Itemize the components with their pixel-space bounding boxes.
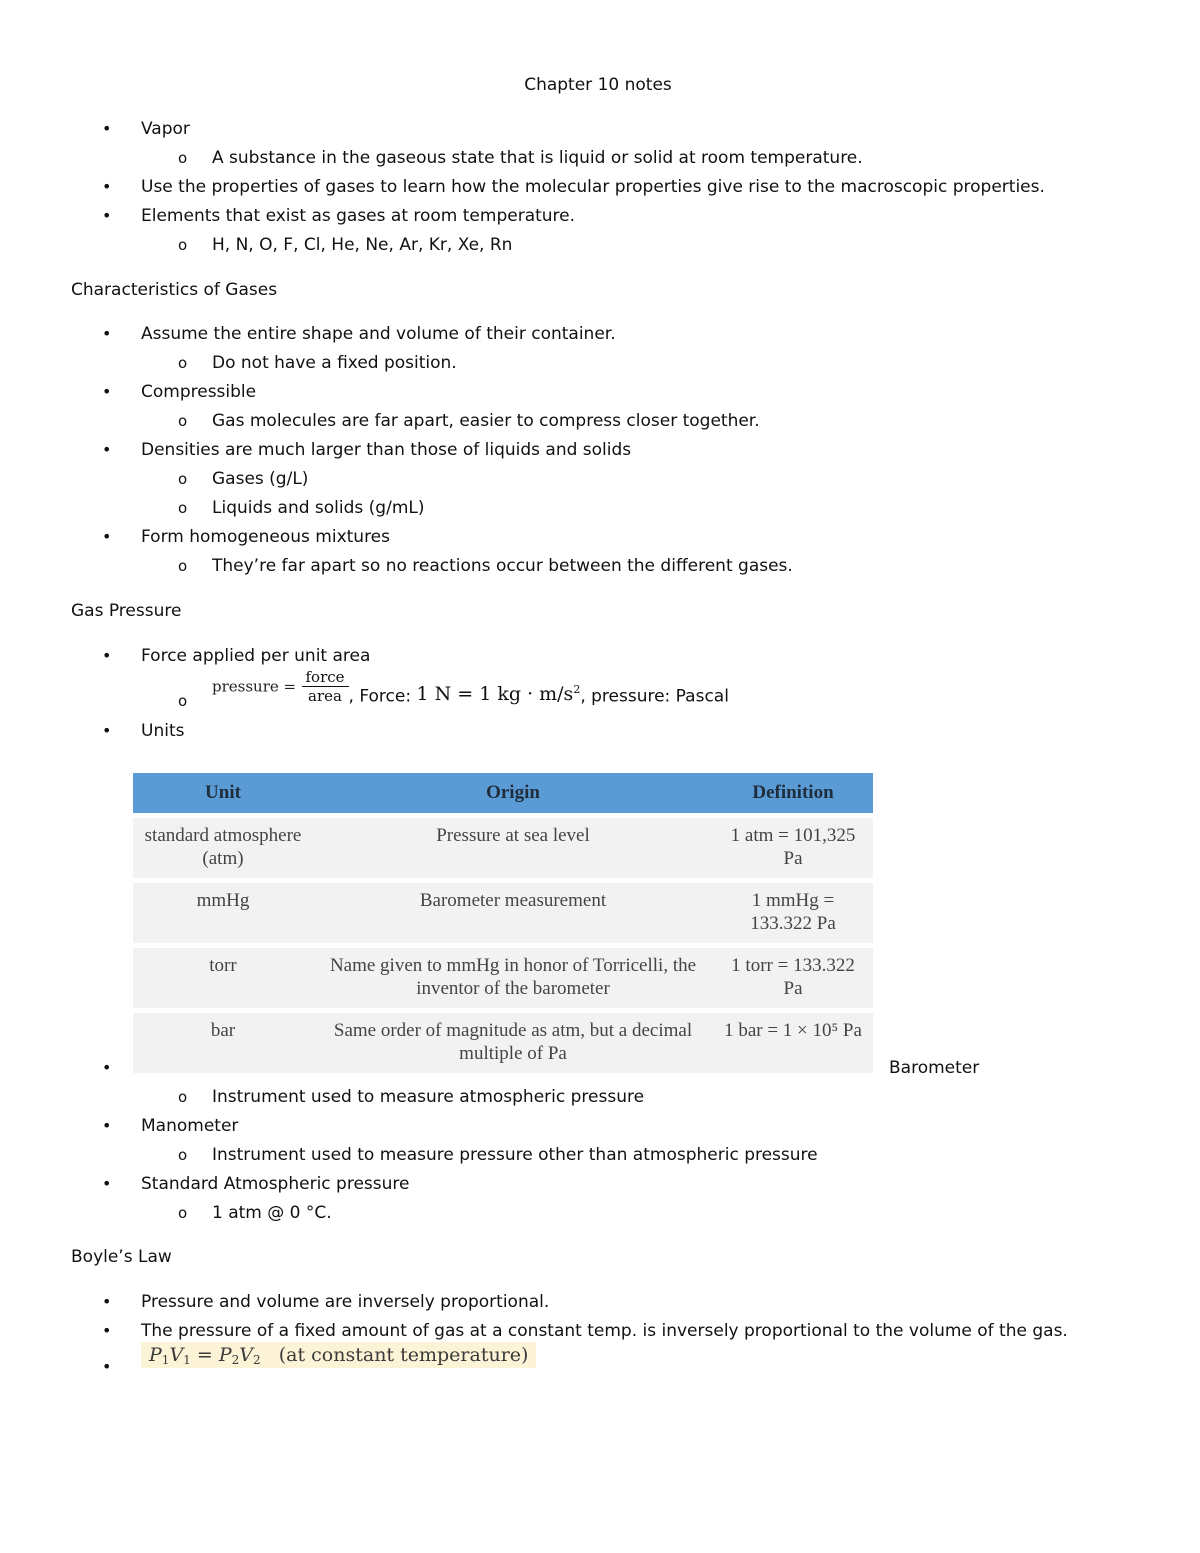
compressible-item: Compressible <box>141 382 257 402</box>
elements-item: Elements that exist as gases at room temperature. <box>141 206 576 226</box>
sub-bullet: o <box>178 557 188 575</box>
bullet: • <box>102 1058 112 1077</box>
manometer-subitem: Instrument used to measure pressure other than atmospheric pressure <box>212 1145 818 1165</box>
bullet: • <box>102 1357 112 1376</box>
boyle-equation-highlight <box>141 1342 536 1368</box>
shape-item: Assume the entire shape and volume of their container. <box>141 324 616 344</box>
force-item: Force applied per unit area <box>141 646 371 666</box>
fixed-amount-item: The pressure of a fixed amount of gas at a constant temp. is inversely proportional to the volume of the gas. <box>141 1321 1068 1341</box>
homogeneous-item: Form homogeneous mixtures <box>141 527 390 547</box>
pascal-label: , pressure: Pascal <box>580 686 729 707</box>
equation-sub: 2 <box>252 1353 261 1367</box>
equation-equals: = <box>190 1344 219 1366</box>
equation-v1: V <box>169 1344 184 1366</box>
barometer-item: Barometer <box>889 1058 980 1078</box>
shape-subitem: Do not have a fixed position. <box>212 353 457 373</box>
table-header-cell: Origin <box>313 773 713 813</box>
pressure-units-table <box>133 768 873 1078</box>
inverse-item: Pressure and volume are inversely proportional. <box>141 1292 550 1312</box>
section-heading-characteristics: Characteristics of Gases <box>71 280 278 300</box>
densities-gases: Gases (g/L) <box>212 469 309 489</box>
table-cell-definition: 1 bar = 1 × 10⁵ Pa <box>713 1013 873 1073</box>
table-cell-unit: standard atmosphere (atm) <box>133 818 313 878</box>
table-cell-origin: Same order of magnitude as atm, but a decimal multiple of Pa <box>313 1013 713 1073</box>
fraction-numerator: force <box>302 668 349 687</box>
units-item: Units <box>141 721 185 741</box>
section-heading-pressure: Gas Pressure <box>71 601 182 621</box>
equation-note: (at constant temperature) <box>278 1344 529 1366</box>
bullet: • <box>102 119 112 138</box>
equation-sub: 2 <box>231 1353 240 1367</box>
table-cell-definition: 1 atm = 101,325 Pa <box>713 818 873 878</box>
table-row <box>133 818 873 878</box>
vapor-item: Vapor <box>141 119 190 139</box>
sub-bullet: o <box>178 499 188 517</box>
bullet: • <box>102 721 112 740</box>
bullet: • <box>102 527 112 546</box>
bullet: • <box>102 646 112 665</box>
newton-exponent: 2 <box>573 682 581 696</box>
compressible-subitem: Gas molecules are far apart, easier to compress closer together. <box>212 411 760 431</box>
page-title: Chapter 10 notes <box>524 75 672 95</box>
standard-pressure-item: Standard Atmospheric pressure <box>141 1174 410 1194</box>
standard-pressure-subitem: 1 atm @ 0 °C. <box>212 1203 332 1223</box>
newton-text: 1 N = 1 kg · m/s <box>416 682 574 705</box>
elements-list: H, N, O, F, Cl, He, Ne, Ar, Kr, Xe, Rn <box>212 235 513 255</box>
table-header-cell: Definition <box>713 773 873 813</box>
equation-p1: P <box>149 1344 162 1366</box>
table-cell-unit: mmHg <box>133 883 313 943</box>
densities-item: Densities are much larger than those of liquids and solids <box>141 440 632 460</box>
table-row <box>133 948 873 1008</box>
sub-bullet: o <box>178 1204 188 1222</box>
sub-bullet: o <box>178 236 188 254</box>
sub-bullet: o <box>178 692 188 710</box>
fraction-denominator: area <box>308 687 342 705</box>
equation-v2: V <box>239 1344 253 1366</box>
sub-bullet: o <box>178 149 188 167</box>
barometer-subitem: Instrument used to measure atmospheric pressure <box>212 1087 645 1107</box>
equation-sub: 1 <box>161 1353 170 1367</box>
boyle-equation <box>141 1344 536 1371</box>
pressure-fraction <box>302 668 349 705</box>
sub-bullet: o <box>178 1088 188 1106</box>
bullet: • <box>102 440 112 459</box>
equation-sub: 1 <box>183 1353 191 1367</box>
pressure-formula-line <box>212 668 729 715</box>
vapor-definition: A substance in the gaseous state that is liquid or solid at room temperature. <box>212 148 863 168</box>
table-cell-origin: Pressure at sea level <box>313 818 713 878</box>
densities-liquids: Liquids and solids (g/mL) <box>212 498 425 518</box>
manometer-item: Manometer <box>141 1116 239 1136</box>
table-header-cell: Unit <box>133 773 313 813</box>
bullet: • <box>102 1174 112 1193</box>
force-label: , Force: <box>348 686 417 707</box>
bullet: • <box>102 1292 112 1311</box>
bullet: • <box>102 1116 112 1135</box>
table-row <box>133 883 873 943</box>
bullet: • <box>102 382 112 401</box>
pressure-formula-lhs: pressure = <box>212 677 297 696</box>
bullet: • <box>102 324 112 343</box>
bullet: • <box>102 1321 112 1340</box>
table-cell-definition: 1 torr = 133.322 Pa <box>713 948 873 1008</box>
equation-p2: P <box>218 1344 232 1366</box>
sub-bullet: o <box>178 354 188 372</box>
section-heading-boyle: Boyle’s Law <box>71 1247 172 1267</box>
table-cell-origin: Name given to mmHg in honor of Torricelli, the inventor of the barometer <box>313 948 713 1008</box>
sub-bullet: o <box>178 1146 188 1164</box>
table-cell-definition: 1 mmHg = 133.322 Pa <box>713 883 873 943</box>
table-cell-origin: Barometer measurement <box>313 883 713 943</box>
sub-bullet: o <box>178 412 188 430</box>
table-cell-unit: bar <box>133 1013 313 1073</box>
table-cell-unit: torr <box>133 948 313 1008</box>
table-row <box>133 1013 873 1073</box>
homogeneous-subitem: They’re far apart so no reactions occur between the different gases. <box>212 556 793 576</box>
table-header-row <box>133 773 873 813</box>
sub-bullet: o <box>178 470 188 488</box>
newton-equation <box>416 683 580 705</box>
bullet: • <box>102 206 112 225</box>
use-properties-item: Use the properties of gases to learn how the molecular properties give rise to the macroscopic properties. <box>141 177 1045 197</box>
bullet: • <box>102 177 112 196</box>
